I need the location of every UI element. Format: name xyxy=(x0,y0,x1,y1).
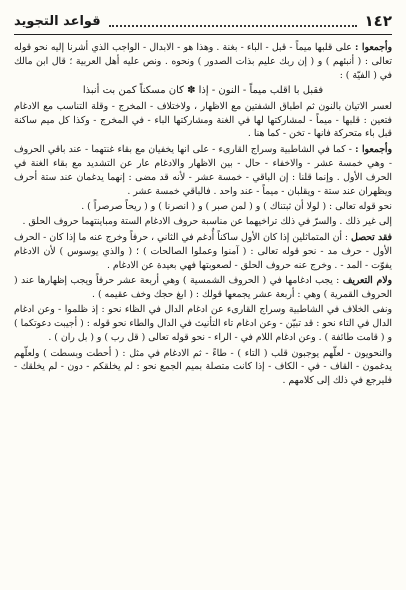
running-title: قواعد التجويد xyxy=(14,13,101,29)
paragraph-lead: ولام التعريف xyxy=(342,275,392,286)
paragraph xyxy=(14,100,392,142)
paragraph-text: فقبل با اقلب ميماً - النون - إذا ✽ كان مسكناً كمن بت أنبذا xyxy=(82,85,324,97)
page-number: ١٤٢ xyxy=(364,12,392,30)
paragraph xyxy=(14,41,392,83)
paragraph-lead: وأجمعوا : xyxy=(355,42,392,53)
paragraph-text: والنحويون - لعلّهم يوجبون قلب ( التاء ) - طاءً - ثم الادغام في مثل : ( أحطت وبسطت ) ولعلّهم يدغمون - القاف - في - الكاف - إذا كانت متصلة بميم الجمع نحو : لم يخلقكم - دون - لم يخلقك - فليرجع في ذلك إلى كلامهم . xyxy=(14,347,392,387)
paragraph xyxy=(14,215,392,229)
paragraph-text: - كما في الشاطبية وسراج القارىء - على انها يخفيان مع بقاء غنتهما - عند باقي الحروف - وهي خمسة عشر - والاخفاء - حال - بين الاظهار والادغام عار عن التشديد مع بقاء الغنة في الحرف الأول . وإنما قلنا : إن الباقي - خمسة عشر - لأنه قد مضى : إنهما يدغمان عند ستة أحرف ويظهران عند ستة - ويقلبان - ميماً - عند واحد . فالباقي خمسة عشر . xyxy=(14,143,392,197)
paragraph xyxy=(14,347,392,389)
paragraph-text: ونفى الخلاف في الشاطبية وسراج القارىء عن ادغام الدال في الظاء نحو : إذ ظلموا - وعن ادغام الدال في التاء نحو : قد تبيّن - وعن ادغام تاء التأنيث في الدال والطاء نحو قوله : ( أجيبت دعوتكما ) و ( قامت طائفة ) . وعن ادغام اللام في - الراء - نحو قوله تعالى ( قل رب ) و ( بل ران ) . xyxy=(14,304,392,344)
paragraph-text: نحو قوله تعالى : ( لولا أن ثبتناك ) و ( لمن صبر ) و ( انصرنا ) و ( ريحاً صرصراً ) . xyxy=(81,200,392,212)
paragraph-text: لعسر الاتيان بالنون ثم اطباق الشفتين مع الاظهار ، ولاختلاف - المخرج - وقلة التناسب مع الادغام فتعين : قلبها - ميماً - لمشاركتها لها في الغنة ومشاركتها الباء - في المخرج - وكذا كل ميم ساكنة قبل باء متحركة فانها - تخن - كما هنا . xyxy=(14,100,392,140)
page-header xyxy=(14,8,392,35)
paragraph xyxy=(14,143,392,199)
paragraph xyxy=(14,200,392,214)
paragraph xyxy=(14,303,392,345)
page-body xyxy=(10,41,396,388)
paragraph xyxy=(14,231,392,273)
book-page xyxy=(10,8,396,582)
paragraph-lead: فقد تحصل xyxy=(351,231,392,243)
paragraph xyxy=(14,84,392,98)
paragraph-lead: وأجمعوا : xyxy=(355,143,393,155)
paragraph-text: : أن المتماثلين إذا كان الأول ساكناً أُدغم في الثاني ، حرفاً وخرج عنه ما إذا كان - الحرف الأول - حرف مد - نحو قوله تعالى : ( آمنوا وعملوا الصالحات ) ؛ ( والذي يوسوس ) لأن الادغام يفوّت - المد - . وخرج عنه حروف الحلق - لصعوبتها فهي بعيدة عن الادغام . xyxy=(14,231,392,271)
paragraph-text: على قلبها ميماً - قبل - الباء - بغنة . وهذا هو - الابدال - الواجب الذي أشرنا إليه نحو قوله تعالى : ( أنبئهم ) و ( إن ربك عليم بذات الصدور ) ونحوه . ونص عليه أهل العربية ؛ قال ابن مالك في ( الفيّة ) : xyxy=(14,42,392,81)
paragraph-text: : يجب ادغامها في ( الحروف الشمسية ) وهي أربعة عشر حرفاً ويجب إظهارها عند ( الحروف القمرية ) وهي : أربعة عشر يجمعها قولك : ( ابغ حجك وخف عقيمه ) . xyxy=(14,275,392,300)
paragraph-text: إلى غير ذلك . والسرّ في ذلك تراخيهما عن مناسبة حروف الادغام الستة ومباينتهما حروف الحلق . xyxy=(22,216,392,228)
header-dot-leader xyxy=(109,15,357,27)
paragraph xyxy=(14,274,392,302)
